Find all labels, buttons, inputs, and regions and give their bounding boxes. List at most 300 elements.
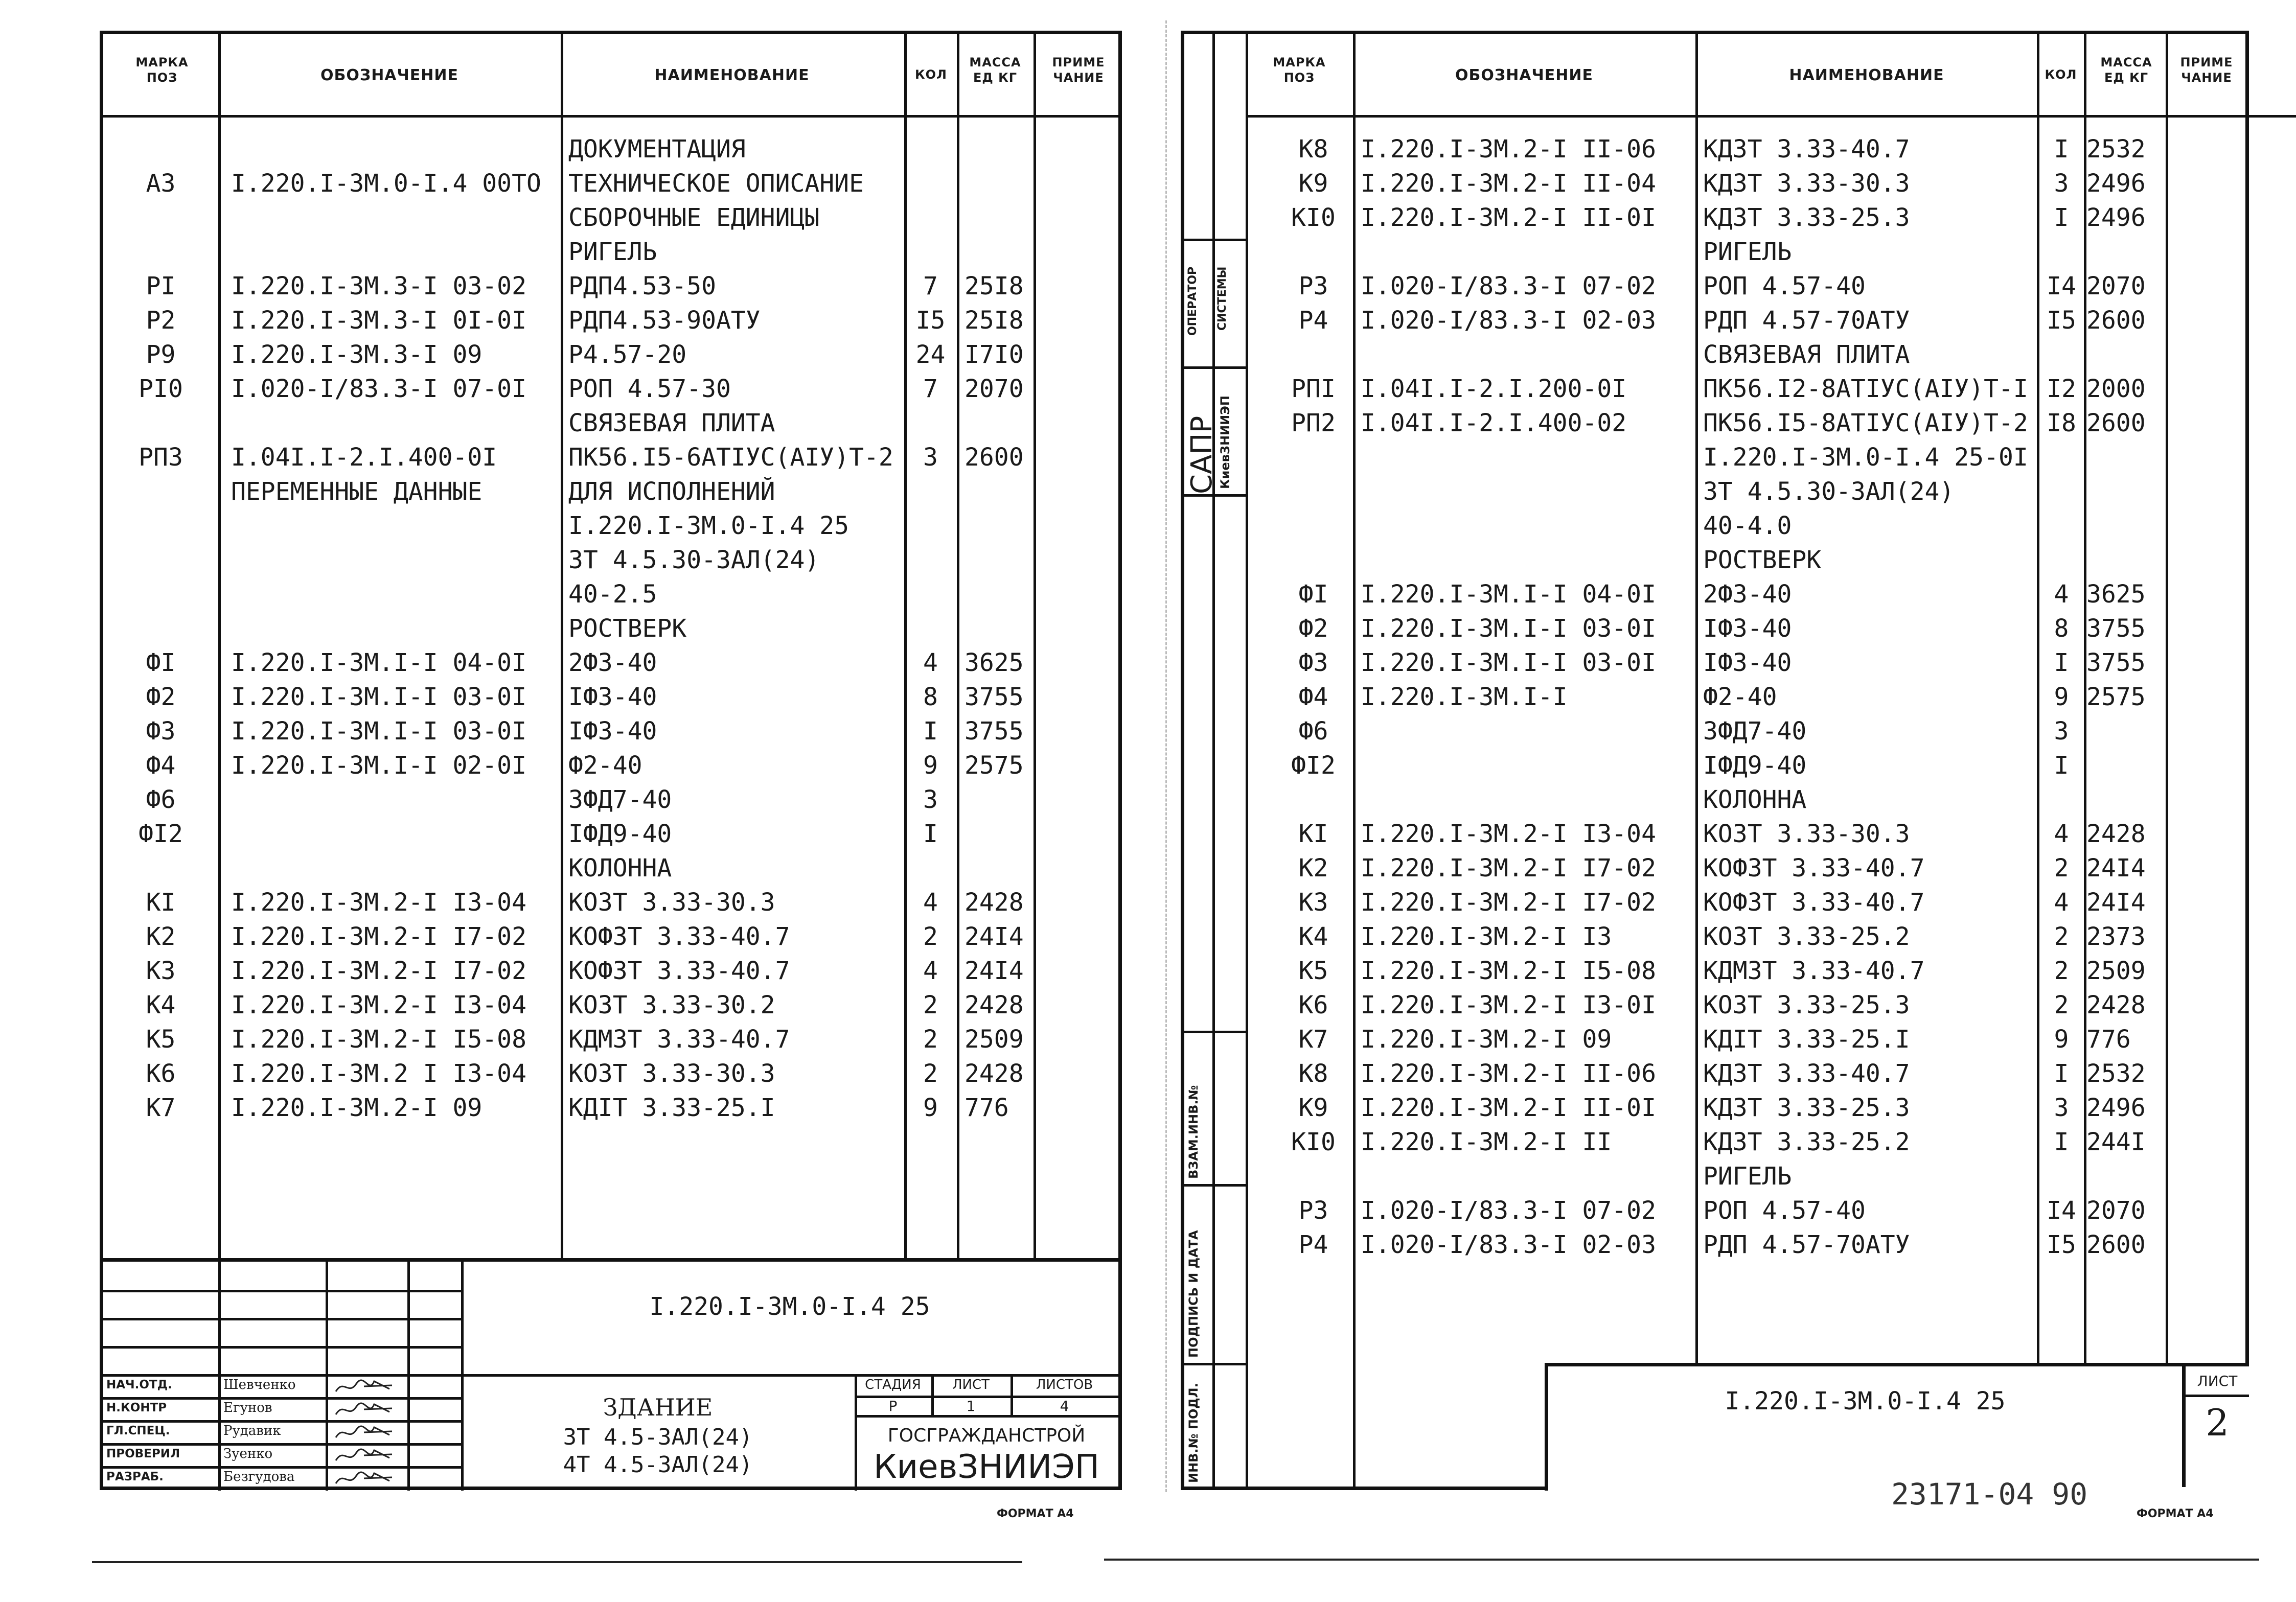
cell-mark: РП2	[1291, 409, 1336, 437]
cell-qty: 3	[923, 443, 938, 472]
stage-value: Р	[888, 1398, 898, 1414]
cell-mass: 2575	[965, 751, 1024, 780]
cell-name: 2Ф3-40	[568, 648, 657, 677]
format-label: ФОРМАТ А4	[2137, 1507, 2214, 1520]
side-label-inv-swap: ВЗАМ.ИНВ.№	[1186, 1085, 1201, 1179]
cell-mark: К3	[1298, 888, 1328, 917]
cell-qty: I	[2054, 1059, 2069, 1088]
cell-qty	[2038, 475, 2085, 509]
cell-mark: Ф6	[146, 785, 176, 814]
cell-name: КДЗТ 3.33-40.7	[1703, 135, 1910, 164]
spec-table-sheet1	[103, 132, 1118, 1125]
signer-name: Егунов	[223, 1400, 272, 1415]
cell-mark: КI	[1298, 820, 1328, 848]
table-row	[103, 851, 1118, 886]
cell-designation: I.220.I-3М.2-I II-0I	[1361, 1094, 1656, 1122]
cell-qty: I	[923, 717, 938, 746]
table-row	[1241, 851, 2245, 886]
cell-mark: КI	[146, 888, 176, 917]
cell-mark: К4	[1298, 922, 1328, 951]
table-row	[1241, 167, 2245, 201]
header-divider	[103, 115, 1118, 118]
cell-name: КОЛОННА	[568, 854, 672, 883]
cell-name: 3ФД7-40	[1703, 717, 1807, 746]
cell-name: КОЗТ 3.33-30.3	[568, 1059, 775, 1088]
cell-mass: 2496	[2086, 169, 2146, 198]
cell-name: ПК56.I5-8АТIУС(АIУ)Т-2	[1703, 409, 2028, 437]
cell-name: РОП 4.57-40	[1703, 272, 1866, 300]
header-qty: КОЛ	[2045, 67, 2077, 82]
cell-designation: I.220.I-3М.3-I 09	[231, 340, 483, 369]
cell-qty	[904, 167, 957, 201]
cell-name: РДП4.53-90АТУ	[568, 306, 761, 335]
cell-name: ДОКУМЕНТАЦИЯ	[568, 135, 746, 164]
cell-designation: I.220.I-3М.2-I I5-08	[231, 1025, 526, 1054]
cell-mark: Ф2	[1298, 614, 1328, 643]
cell-name: 40-2.5	[568, 580, 657, 609]
table-row	[103, 406, 1118, 440]
cell-designation: I.04I.I-2.I.400-02	[1361, 409, 1627, 437]
cell-mass: 24I4	[2086, 854, 2146, 883]
cell-designation: I.220.I-3М.I-I 04-0I	[231, 648, 526, 677]
table-row	[1241, 646, 2245, 680]
spec-table-sheet2	[1241, 132, 2245, 1262]
cell-mass: 24I4	[965, 957, 1024, 985]
cell-name: РОП 4.57-30	[568, 375, 731, 403]
signature-scribble	[333, 1422, 395, 1443]
cell-name: КОЗТ 3.33-25.3	[1703, 991, 1910, 1019]
cell-qty: I5	[915, 306, 946, 335]
cell-mark	[103, 612, 218, 646]
table-row	[103, 338, 1118, 372]
signer-name: Рудавик	[223, 1423, 281, 1438]
cell-qty	[904, 406, 957, 440]
cell-mass: 2575	[2086, 683, 2146, 711]
cell-designation: I.220.I-3М.2-I I7-02	[231, 957, 526, 985]
cell-qty: 4	[923, 648, 938, 677]
cell-qty: 3	[2054, 169, 2069, 198]
cell-mark	[103, 851, 218, 886]
cell-mass: 776	[965, 1094, 1009, 1122]
cell-name: Ф2-40	[1703, 683, 1777, 711]
sheet-2	[1181, 31, 2249, 1490]
cell-name: IФ3-40	[1703, 614, 1792, 643]
archive-number: 23171-04 90	[1891, 1477, 2088, 1512]
cell-name: КОЗТ 3.33-30.2	[568, 991, 775, 1019]
table-row	[1241, 543, 2245, 577]
table-row	[1241, 235, 2245, 269]
header-qty: КОЛ	[915, 67, 947, 82]
table-row	[103, 440, 1118, 475]
cell-mark: К6	[1298, 991, 1328, 1019]
cell-designation: I.220.I-3М.3-I 03-02	[231, 272, 526, 300]
cell-qty: 3	[2054, 1094, 2069, 1122]
cell-mark: РП3	[139, 443, 183, 472]
cell-name: КДЗТ 3.33-25.2	[1703, 1128, 1910, 1156]
table-row	[1241, 1159, 2245, 1194]
cell-designation: I.220.I-3М.2-I II-04	[1361, 169, 1656, 198]
cell-qty: I4	[2047, 1196, 2076, 1225]
cell-designation: I.220.I-3М.2-I 09	[231, 1094, 483, 1122]
cell-mass: 2373	[2086, 922, 2146, 951]
cell-name: РИГЕЛЬ	[568, 238, 657, 266]
side-label-inv-orig: ИНВ.№ ПОДЛ.	[1186, 1383, 1201, 1483]
object-line-2: 3Т 4.5-3АЛ(24)	[563, 1424, 753, 1450]
cell-qty: 2	[923, 1025, 938, 1054]
cell-name: КОФЗТ 3.33-40.7	[1703, 854, 1925, 883]
cell-qty: 2	[923, 1059, 938, 1088]
header-mass: МАССА ЕД КГ	[2100, 55, 2152, 85]
cell-mass: 2509	[965, 1025, 1024, 1054]
table-row	[103, 509, 1118, 543]
cell-mark: Ф3	[1298, 648, 1328, 677]
cell-qty: I	[2054, 751, 2069, 780]
cell-qty: 7	[923, 272, 938, 300]
cell-mass: 2428	[2086, 820, 2146, 848]
table-row	[103, 714, 1118, 749]
cell-designation: I.220.I-3М.3-I 0I-0I	[231, 306, 526, 335]
signature-scribble	[333, 1376, 395, 1397]
table-row	[1241, 132, 2245, 167]
table-row	[1241, 680, 2245, 714]
cell-mark: ФI2	[1291, 751, 1336, 780]
cell-mass: 2428	[965, 991, 1024, 1019]
table-row	[103, 817, 1118, 851]
cell-name: ТЕХНИЧЕСКОЕ ОПИСАНИЕ	[568, 169, 864, 198]
cell-qty	[904, 201, 957, 235]
cell-name: Ф2-40	[568, 751, 642, 780]
cell-qty: 4	[923, 888, 938, 917]
table-row	[103, 201, 1118, 235]
side-label-sign-date: ПОДПИСЬ И ДАТА	[1186, 1230, 1201, 1358]
cell-designation: I.020-I/83.3-I 07-0I	[231, 375, 526, 403]
cell-name: 2Ф3-40	[1703, 580, 1792, 609]
cell-qty: 3	[923, 785, 938, 814]
table-row	[1241, 509, 2245, 543]
table-row	[103, 749, 1118, 783]
table-row	[103, 1023, 1118, 1057]
table-row	[103, 612, 1118, 646]
cell-mark: А3	[146, 169, 176, 198]
signer-role: Н.КОНТР	[106, 1401, 167, 1414]
cell-mass: 244I	[2086, 1128, 2146, 1156]
cell-designation: I.220.I-3М.2-I I5-08	[1361, 957, 1656, 985]
cell-name: КДЗТ 3.33-40.7	[1703, 1059, 1910, 1088]
cell-mass: 3755	[965, 683, 1024, 711]
cell-mark	[1271, 783, 1356, 817]
cell-mass: 2496	[2086, 1094, 2146, 1122]
cell-mass: 2496	[2086, 203, 2146, 232]
cell-name: КОЗТ 3.33-30.3	[1703, 820, 1910, 848]
cell-designation: I.220.I-3М.2-I I7-02	[1361, 888, 1656, 917]
cell-mark: К9	[1298, 169, 1328, 198]
table-row	[1241, 886, 2245, 920]
table-row	[1241, 1091, 2245, 1125]
cell-name: РДП 4.57-70АТУ	[1703, 306, 1910, 335]
cell-name: IФ3-40	[568, 683, 657, 711]
organization-institute: КиевЗНИИЭП	[874, 1448, 1099, 1486]
cell-mark	[103, 475, 218, 509]
cell-designation: I.220.I-3М.2-I II	[1361, 1128, 1612, 1156]
table-row	[1241, 406, 2245, 440]
cell-mass: 3625	[965, 648, 1024, 677]
cell-mark: РI0	[139, 375, 183, 403]
cell-qty	[904, 851, 957, 886]
cell-qty: I8	[2047, 409, 2076, 437]
cell-mark	[103, 201, 218, 235]
table-row	[103, 886, 1118, 920]
fold-line	[92, 1561, 1022, 1563]
cell-mark	[1271, 543, 1356, 577]
cell-name: РИГЕЛЬ	[1703, 238, 1792, 266]
side-label-operator: ОПЕРАТОР	[1186, 266, 1199, 336]
cell-designation: I.220.I-3М.2-I I3-04	[1361, 820, 1656, 848]
cell-designation: I.020-I/83.3-I 02-03	[1361, 306, 1656, 335]
cell-designation: I.220.I-3М.2-I II-0I	[1361, 203, 1656, 232]
cell-qty	[904, 509, 957, 543]
cell-mass: 24I4	[965, 922, 1024, 951]
cell-qty	[2038, 440, 2085, 475]
cell-qty: 4	[923, 957, 938, 985]
cell-mass: 2428	[965, 888, 1024, 917]
sheets-label: ЛИСТОВ	[1036, 1377, 1093, 1392]
cell-designation: I.220.I-3М.2-I I7-02	[1361, 854, 1656, 883]
sheet-value: 1	[966, 1398, 976, 1414]
cell-mark: ФI2	[139, 820, 183, 848]
cell-designation: I.220.I-3М.I-I 03-0I	[231, 683, 526, 711]
table-row	[103, 680, 1118, 714]
cell-mass: 3755	[965, 717, 1024, 746]
signer-name: Шевченко	[223, 1377, 296, 1392]
cell-name: КОЗТ 3.33-25.2	[1703, 922, 1910, 951]
side-label-system: СИСТЕМЫ	[1216, 266, 1229, 331]
cell-mark: Ф4	[146, 751, 176, 780]
table-row	[103, 577, 1118, 612]
cell-name: IФД9-40	[1703, 751, 1807, 780]
table-row	[103, 235, 1118, 269]
table-row	[1241, 954, 2245, 988]
cell-mark	[1271, 509, 1356, 543]
cell-mark: К2	[1298, 854, 1328, 883]
object-title: ЗДАНИЕ	[603, 1394, 713, 1421]
title-block	[103, 1258, 1118, 1491]
cell-name: РОСТВЕРК	[1703, 546, 1822, 574]
cell-qty	[2038, 235, 2085, 269]
cell-name: РДП4.53-50	[568, 272, 716, 300]
cell-designation: I.220.I-3М.I-I 02-0I	[231, 751, 526, 780]
cell-mark: К7	[146, 1094, 176, 1122]
cell-name: РИГЕЛЬ	[1703, 1162, 1792, 1191]
cell-qty: 8	[923, 683, 938, 711]
cell-mass: 2600	[965, 443, 1024, 472]
cell-mark: ФI	[146, 648, 176, 677]
cell-name: I.220.I-3М.0-I.4 25-0I	[1703, 443, 2028, 472]
cell-designation: I.04I.I-2.I.200-0I	[1361, 375, 1627, 403]
cell-mass: 24I4	[2086, 888, 2146, 917]
format-label: ФОРМАТ А4	[997, 1507, 1074, 1520]
table-row	[1241, 1023, 2245, 1057]
cell-qty: I2	[2047, 375, 2076, 403]
cell-name: КДЗТ 3.33-25.3	[1703, 203, 1910, 232]
signer-name: Безгудова	[223, 1469, 295, 1484]
cell-designation: I.220.I-3М.I-I 03-0I	[231, 717, 526, 746]
cell-qty	[2038, 543, 2085, 577]
cell-qty: 2	[923, 922, 938, 951]
cell-mass: 2070	[2086, 1196, 2146, 1225]
cell-mark: К8	[1298, 135, 1328, 164]
sheets-value: 4	[1060, 1398, 1069, 1414]
table-row	[103, 988, 1118, 1023]
table-row	[103, 269, 1118, 304]
cell-mark	[103, 235, 218, 269]
cell-mass: I7I0	[965, 340, 1024, 369]
cell-mark	[1271, 1159, 1356, 1194]
cell-designation: ПЕРЕМЕННЫЕ ДАННЫЕ	[231, 477, 483, 506]
table-row	[103, 783, 1118, 817]
cell-mass: 3755	[2086, 648, 2146, 677]
cell-name: ПК56.I2-8АТIУС(АIУ)Т-I	[1703, 375, 2028, 403]
signer-role: РАЗРАБ.	[106, 1470, 164, 1483]
cell-name: ДЛЯ ИСПОЛНЕНИЙ	[568, 477, 775, 506]
table-row	[1241, 920, 2245, 954]
cell-designation: I.020-I/83.3-I 07-02	[1361, 272, 1656, 300]
header-mark: МАРКА ПОЗ	[135, 55, 189, 85]
table-row	[1241, 1228, 2245, 1262]
table-row	[1241, 440, 2245, 475]
table-row	[103, 167, 1118, 201]
cell-designation: I.220.I-3М.I-I 04-0I	[1361, 580, 1656, 609]
cell-mass: 2532	[2086, 135, 2146, 164]
cell-qty: 2	[2054, 991, 2069, 1019]
cell-mark: К4	[146, 991, 176, 1019]
cell-name: СВЯЗЕВАЯ ПЛИТА	[568, 409, 775, 437]
table-row	[1241, 304, 2245, 338]
side-label-institute: КиевЗНИИЭП	[1218, 396, 1232, 489]
table-row	[103, 954, 1118, 988]
table-row	[1241, 201, 2245, 235]
cell-name: КДМЗТ 3.33-40.7	[568, 1025, 790, 1054]
cell-name: РДП 4.57-70АТУ	[1703, 1230, 1910, 1259]
cell-mark	[1271, 475, 1356, 509]
cell-mark: К5	[146, 1025, 176, 1054]
table-row	[1241, 817, 2245, 851]
cell-name: КОЛОННА	[1703, 785, 1807, 814]
cell-qty: 8	[2054, 614, 2069, 643]
cell-mark: КI0	[1291, 1128, 1336, 1156]
header-note: ПРИМЕ ЧАНИЕ	[2180, 55, 2233, 85]
header-mark: МАРКА ПОЗ	[1273, 55, 1326, 85]
table-row	[1241, 372, 2245, 406]
cell-mark: К8	[1298, 1059, 1328, 1088]
table-row	[103, 132, 1118, 167]
cell-designation: I.220.I-3М.2-I II-06	[1361, 1059, 1656, 1088]
cell-name: РОП 4.57-40	[1703, 1196, 1866, 1225]
cell-mass: 2428	[965, 1059, 1024, 1088]
cell-mark	[1271, 440, 1356, 475]
cell-qty	[904, 612, 957, 646]
cell-qty: 4	[2054, 888, 2069, 917]
cell-name: КДЗТ 3.33-25.3	[1703, 1094, 1910, 1122]
cell-mark: Р3	[1298, 272, 1328, 300]
cell-designation: I.220.I-3М.2 I I3-04	[231, 1059, 526, 1088]
cell-qty	[904, 132, 957, 167]
sheet-1	[100, 31, 1122, 1490]
document-code: I.220.I-3М.0-I.4 25	[1725, 1387, 2006, 1415]
cell-mass: 2600	[2086, 1230, 2146, 1259]
cell-designation: I.04I.I-2.I.400-0I	[231, 443, 497, 472]
cell-mass: 2070	[965, 375, 1024, 403]
cell-mass: 25I8	[965, 272, 1024, 300]
signer-role: ПРОВЕРИЛ	[106, 1447, 180, 1460]
table-row	[1241, 475, 2245, 509]
cell-mark	[1271, 235, 1356, 269]
cell-mark	[103, 543, 218, 577]
cell-mass: 3625	[2086, 580, 2146, 609]
cell-designation: I.220.I-3М.2-I I3	[1361, 922, 1612, 951]
cell-mark	[103, 509, 218, 543]
cell-designation: I.220.I-3М.2-I I3-04	[231, 991, 526, 1019]
table-row	[1241, 714, 2245, 749]
cell-name: КДIТ 3.33-25.I	[1703, 1025, 1910, 1054]
cell-mass: 3755	[2086, 614, 2146, 643]
cell-designation: I.220.I-3М.I-I 03-0I	[1361, 614, 1656, 643]
cell-qty: 9	[923, 751, 938, 780]
table-row	[103, 475, 1118, 509]
cell-qty	[2038, 1159, 2085, 1194]
cell-mark: К3	[146, 957, 176, 985]
cell-name: ПК56.I5-6АТIУС(АIУ)Т-2	[568, 443, 893, 472]
cell-mark: К9	[1298, 1094, 1328, 1122]
table-row	[1241, 1057, 2245, 1091]
cell-qty: 2	[2054, 957, 2069, 985]
cell-designation: I.020-I/83.3-I 07-02	[1361, 1196, 1656, 1225]
cell-name: 40-4.0	[1703, 512, 1792, 540]
cell-name: IФ3-40	[568, 717, 657, 746]
cell-designation: I.220.I-3М.2-I 09	[1361, 1025, 1612, 1054]
object-line-3: 4Т 4.5-3АЛ(24)	[563, 1452, 753, 1478]
header-mass: МАССА ЕД КГ	[969, 55, 1021, 85]
cell-qty	[2038, 783, 2085, 817]
cell-mass: 25I8	[965, 306, 1024, 335]
cell-name: 3Т 4.5.30-3АЛ(24)	[568, 546, 820, 574]
cell-designation: I.020-I/83.3-I 02-03	[1361, 1230, 1656, 1259]
cell-mark: Ф3	[146, 717, 176, 746]
cell-designation: I.220.I-3М.2-I I3-0I	[1361, 991, 1656, 1019]
cell-name: КДIТ 3.33-25.I	[568, 1094, 775, 1122]
cell-name: Р4.57-20	[568, 340, 687, 369]
cell-mass: 776	[2086, 1025, 2131, 1054]
cell-mark: Ф4	[1298, 683, 1328, 711]
cell-mark	[103, 577, 218, 612]
cell-name: КОФЗТ 3.33-40.7	[1703, 888, 1925, 917]
header-name: НАИМЕНОВАНИЕ	[654, 66, 810, 84]
cell-name: КОФЗТ 3.33-40.7	[568, 957, 790, 985]
cell-qty: I	[2054, 1128, 2069, 1156]
table-row	[1241, 612, 2245, 646]
cell-qty: I5	[2047, 1230, 2076, 1259]
cell-mark: Р2	[146, 306, 176, 335]
cell-qty: 24	[915, 340, 946, 369]
cell-qty	[2038, 338, 2085, 372]
cell-designation: I.220.I-3М.I-I	[1361, 683, 1568, 711]
cell-mass: 2070	[2086, 272, 2146, 300]
cell-mark: ФI	[1298, 580, 1328, 609]
sheet-label: ЛИСТ	[952, 1377, 990, 1392]
cell-qty: 2	[2054, 922, 2069, 951]
cell-name: КДМЗТ 3.33-40.7	[1703, 957, 1925, 985]
sheet-label: ЛИСТ	[2197, 1373, 2238, 1389]
cell-name: IФД9-40	[568, 820, 672, 848]
